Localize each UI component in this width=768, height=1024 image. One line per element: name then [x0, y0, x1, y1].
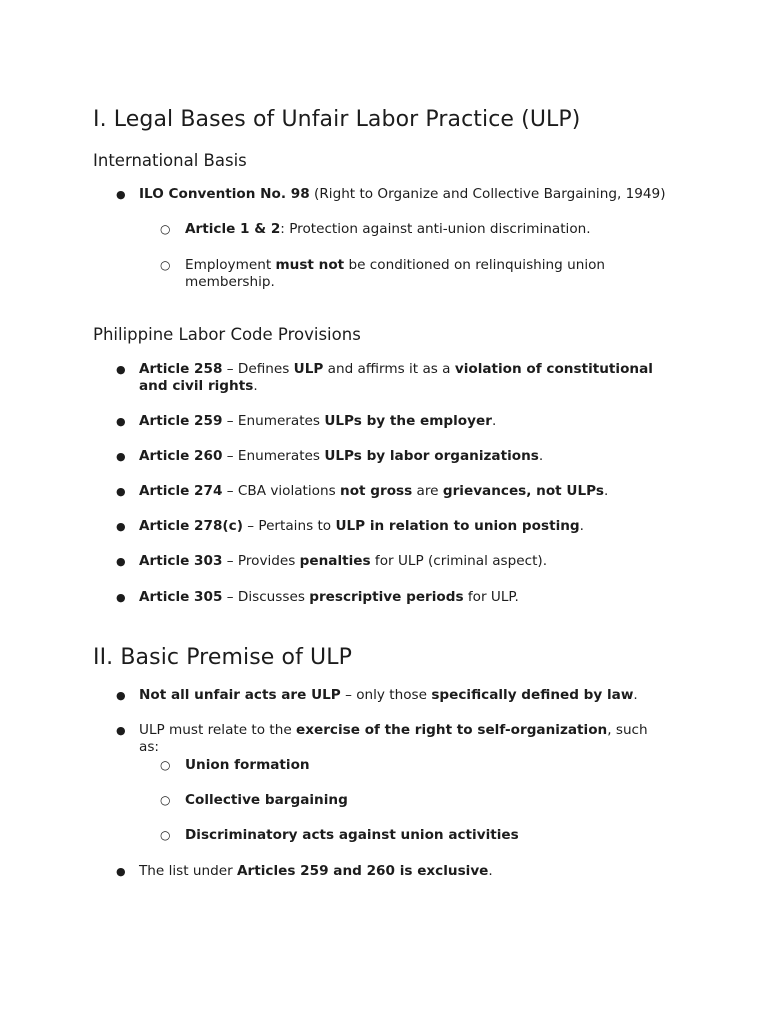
bullet-icon: ● — [116, 689, 126, 702]
hollow-bullet-icon: ○ — [160, 258, 171, 272]
bullet-icon: ● — [116, 555, 126, 568]
hollow-bullet-icon: ○ — [160, 828, 171, 842]
list-item-article-278c: Article 278(c) – Pertains to ULP in relation to union posting. — [139, 518, 584, 534]
bullet-icon: ● — [116, 865, 126, 878]
intl-heading: International Basis — [93, 151, 247, 170]
list-item-article-305: Article 305 – Discusses prescriptive periods for ULP. — [139, 589, 519, 605]
bullet-icon: ● — [116, 724, 126, 737]
bullet-icon: ● — [116, 188, 126, 201]
section2-title: II. Basic Premise of ULP — [93, 645, 352, 670]
list-item-article-303: Article 303 – Provides penalties for ULP (criminal aspect). — [139, 553, 548, 569]
list-item-article-274: Article 274 – CBA violations not gross are grievances, not ULPs. — [139, 483, 609, 499]
hollow-bullet-icon: ○ — [160, 222, 171, 236]
list-item-collective-bargaining: Collective bargaining — [185, 792, 348, 808]
list-item-discriminatory-acts: Discriminatory acts against union activities — [185, 827, 519, 843]
bullet-icon: ● — [116, 485, 126, 498]
list-item-premise-2: ULP must relate to the exercise of the right to self-organization, such as: — [139, 722, 648, 755]
section1-title: I. Legal Bases of Unfair Labor Practice (ULP) — [93, 107, 581, 132]
bullet-icon: ● — [116, 591, 126, 604]
bullet-icon: ● — [116, 415, 126, 428]
bullet-icon: ● — [116, 363, 126, 376]
list-item-article-1-2: Article 1 & 2: Protection against anti-union discrimination. — [185, 221, 591, 237]
hollow-bullet-icon: ○ — [160, 793, 171, 807]
list-item-article-260: Article 260 – Enumerates ULPs by labor organizations. — [139, 448, 544, 464]
bullet-icon: ● — [116, 520, 126, 533]
list-item-article-258: Article 258 – Defines ULP and affirms it as a violation of constitutional and civil rights. — [139, 361, 653, 394]
hollow-bullet-icon: ○ — [160, 758, 171, 772]
list-item-ilo: ILO Convention No. 98 (Right to Organize and Collective Bargaining, 1949) — [139, 186, 666, 202]
list-item-union-formation: Union formation — [185, 757, 310, 773]
bullet-icon: ● — [116, 450, 126, 463]
ph-heading: Philippine Labor Code Provisions — [93, 325, 361, 344]
list-item-premise-3: The list under Articles 259 and 260 is exclusive. — [139, 863, 493, 879]
list-item-employment: Employment must not be conditioned on relinquishing union membership. — [185, 257, 606, 290]
list-item-article-259: Article 259 – Enumerates ULPs by the employer. — [139, 413, 497, 429]
list-item-premise-1: Not all unfair acts are ULP – only those specifically defined by law. — [139, 687, 638, 703]
